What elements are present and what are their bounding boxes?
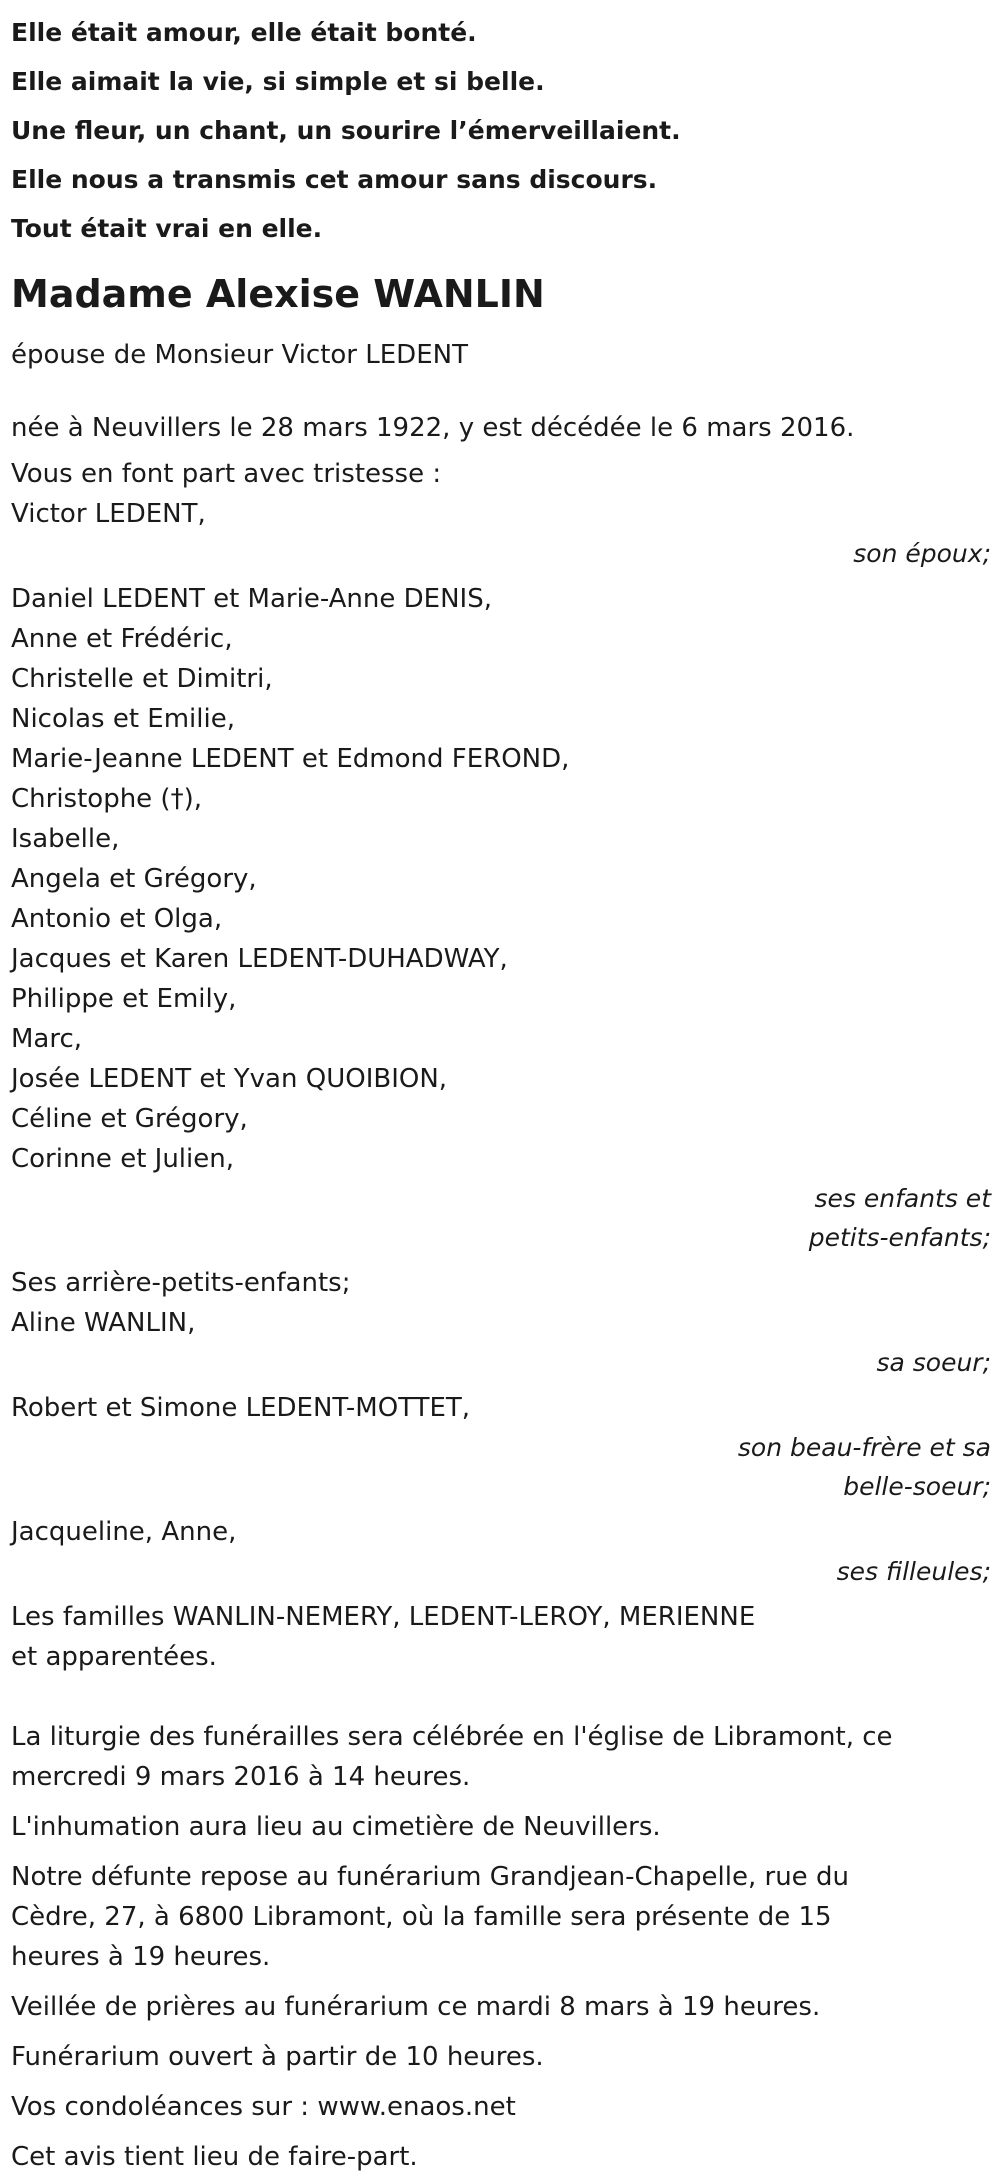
birth-death-line: née à Neuvillers le 28 mars 1922, y est décédée le 6 mars 2016. [11, 413, 855, 443]
family-name: Antonio et Olga, [11, 904, 223, 934]
announcement-line: Vous en font part avec tristesse : [11, 459, 442, 489]
relation-label: sa soeur; [876, 1348, 991, 1377]
family-name: Daniel LEDENT et Marie-Anne DENIS, [11, 584, 492, 614]
liturgy-info: La liturgie des funérailles sera célébrée en l'église de Libramont, ce mercredi 9 mars 2016 à 14 heures. [11, 1722, 893, 1792]
notice-line: Cet avis tient lieu de faire-part. [11, 2142, 418, 2172]
family-name: Les familles WANLIN-NEMERY, LEDENT-LEROY, MERIENNE [11, 1602, 756, 1632]
family-group-goddaughters [11, 1512, 989, 1591]
poem-line: Elle aimait la vie, si simple et si belle. [11, 67, 545, 96]
family-name: Philippe et Emily, [11, 984, 237, 1014]
family-name: Jacques et Karen LEDENT-DUHADWAY, [11, 944, 508, 974]
family-group-in-laws [11, 1388, 989, 1506]
family-name: Anne et Frédéric, [11, 624, 233, 654]
family-name: Christophe (†), [11, 784, 202, 814]
poem-line: Elle nous a transmis cet amour sans discours. [11, 165, 658, 194]
family-name: Angela et Grégory, [11, 864, 257, 894]
family-name: Marie-Jeanne LEDENT et Edmond FEROND, [11, 744, 570, 774]
family-name: Céline et Grégory, [11, 1104, 248, 1134]
spouse-line: épouse de Monsieur Victor LEDENT [11, 340, 468, 370]
poem-line: Elle était amour, elle était bonté. [11, 18, 477, 47]
relation-label: son beau-frère et sa [737, 1433, 991, 1462]
burial-info: L'inhumation aura lieu au cimetière de Neuvillers. [11, 1812, 661, 1842]
family-name: Jacqueline, Anne, [11, 1517, 237, 1547]
family-name: Ses arrière-petits-enfants; [11, 1268, 351, 1298]
family-name: Josée LEDENT et Yvan QUOIBION, [11, 1064, 448, 1094]
condolences-info: Vos condoléances sur : www.enaos.net [11, 2092, 516, 2122]
relation-label: son époux; [853, 539, 991, 568]
relation-label: petits-enfants; [808, 1223, 991, 1252]
poem-line: Tout était vrai en elle. [11, 214, 323, 243]
family-group-families [11, 1597, 989, 1677]
family-name: Victor LEDENT, [11, 499, 206, 529]
opening-hours-info: Funérarium ouvert à partir de 10 heures. [11, 2042, 544, 2072]
vigil-info: Veillée de prières au funérarium ce mardi 8 mars à 19 heures. [11, 1992, 821, 2022]
funeral-home-info: Notre défunte repose au funérarium Grandjean-Chapelle, rue du Cèdre, 27, à 6800 Libramont, où la famille sera présente de 15 heures à 19 heures. [11, 1862, 849, 1972]
family-name: Robert et Simone LEDENT-MOTTET, [11, 1393, 471, 1423]
family-name: Nicolas et Emilie, [11, 704, 235, 734]
relation-label: belle-soeur; [843, 1472, 991, 1501]
family-name: et apparentées. [11, 1642, 217, 1672]
relation-label: ses enfants et [814, 1184, 991, 1213]
relation-label: ses filleules; [836, 1557, 991, 1586]
deceased-name: Madame Alexise WANLIN [11, 272, 545, 316]
family-name: Isabelle, [11, 824, 120, 854]
family-name: Christelle et Dimitri, [11, 664, 273, 694]
family-name: Corinne et Julien, [11, 1144, 234, 1174]
family-group-sister [11, 1263, 989, 1382]
family-name: Aline WANLIN, [11, 1308, 196, 1338]
poem-line: Une fleur, un chant, un sourire l’émerveillaient. [11, 116, 681, 145]
poem [11, 0, 989, 253]
family-name: Marc, [11, 1024, 83, 1054]
family-group-children [11, 579, 989, 1257]
family-group-spouse [11, 494, 989, 573]
